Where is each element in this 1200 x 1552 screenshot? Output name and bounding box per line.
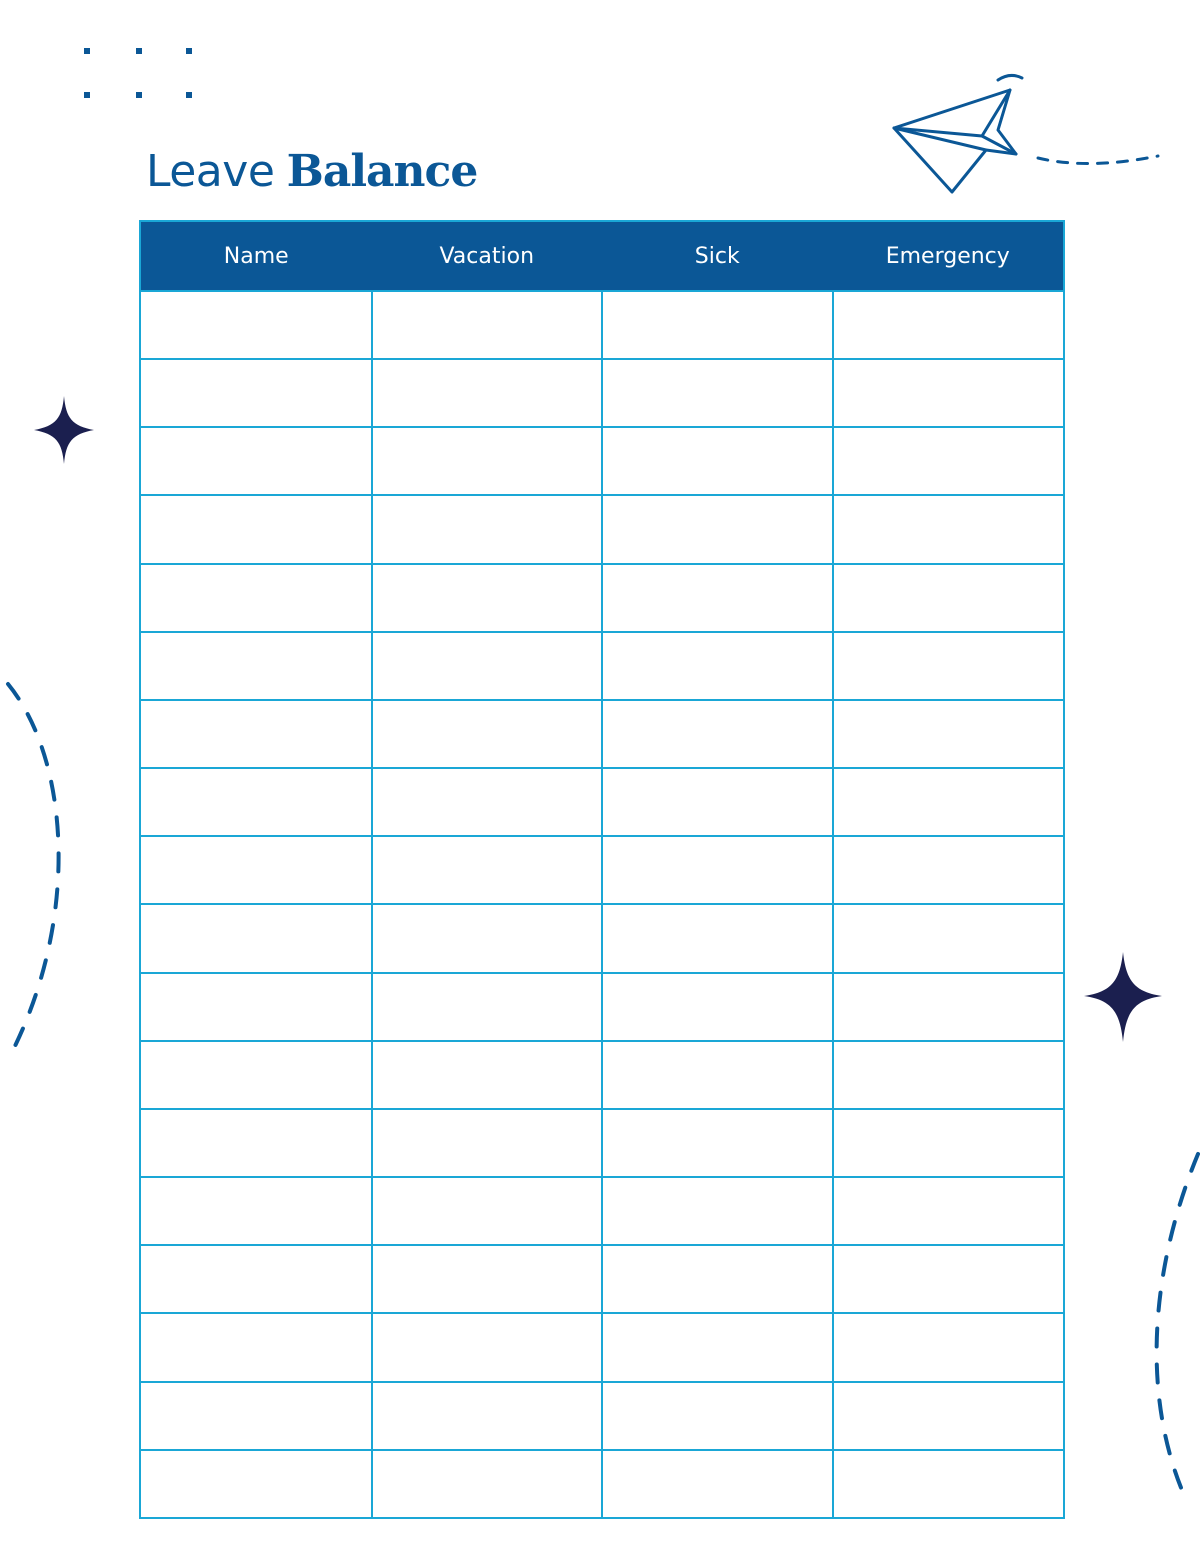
- table-cell-emergency[interactable]: [833, 359, 1064, 427]
- table-cell-vacation[interactable]: [372, 495, 603, 563]
- table-cell-vacation[interactable]: [372, 427, 603, 495]
- table-cell-vacation[interactable]: [372, 1245, 603, 1313]
- table-cell-name[interactable]: [141, 291, 372, 359]
- sparkle-star-icon: [34, 396, 94, 464]
- table-cell-emergency[interactable]: [833, 1313, 1064, 1381]
- table-cell-name[interactable]: [141, 1041, 372, 1109]
- table-cell-sick[interactable]: [602, 1041, 833, 1109]
- table-body: [141, 291, 1063, 1517]
- table-header-row: [141, 222, 1063, 291]
- table-cell-name[interactable]: [141, 973, 372, 1041]
- table-cell-sick[interactable]: [602, 1109, 833, 1177]
- table-cell-name[interactable]: [141, 904, 372, 972]
- table-cell-sick[interactable]: [602, 836, 833, 904]
- table-cell-vacation[interactable]: [372, 1041, 603, 1109]
- table-row: [141, 1382, 1063, 1450]
- table-cell-vacation[interactable]: [372, 291, 603, 359]
- table-cell-vacation[interactable]: [372, 1382, 603, 1450]
- table-cell-name[interactable]: [141, 836, 372, 904]
- table-cell-emergency[interactable]: [833, 700, 1064, 768]
- table-row: [141, 1245, 1063, 1313]
- title-bold-word: Balance: [286, 146, 478, 197]
- table-cell-vacation[interactable]: [372, 768, 603, 836]
- table-cell-name[interactable]: [141, 1382, 372, 1450]
- table-cell-name[interactable]: [141, 359, 372, 427]
- table-cell-name[interactable]: [141, 1450, 372, 1517]
- table-cell-sick[interactable]: [602, 1450, 833, 1517]
- column-header-sick: Sick: [602, 222, 833, 291]
- column-header-vacation: Vacation: [372, 222, 603, 291]
- table-cell-emergency[interactable]: [833, 1177, 1064, 1245]
- table-cell-name[interactable]: [141, 1245, 372, 1313]
- table-row: [141, 1177, 1063, 1245]
- sparkle-star-icon: [1084, 952, 1162, 1042]
- leave-balance-table: [139, 220, 1065, 1519]
- dashed-arc-decoration: [0, 680, 80, 1060]
- table-cell-name[interactable]: [141, 1313, 372, 1381]
- table-row: [141, 700, 1063, 768]
- table-cell-emergency[interactable]: [833, 1245, 1064, 1313]
- table-cell-emergency[interactable]: [833, 291, 1064, 359]
- table-cell-emergency[interactable]: [833, 1450, 1064, 1517]
- dot-grid-decoration: [80, 44, 200, 104]
- table-cell-name[interactable]: [141, 564, 372, 632]
- table-cell-emergency[interactable]: [833, 1382, 1064, 1450]
- table-cell-emergency[interactable]: [833, 768, 1064, 836]
- table-cell-vacation[interactable]: [372, 1313, 603, 1381]
- table-cell-sick[interactable]: [602, 768, 833, 836]
- table-cell-sick[interactable]: [602, 1313, 833, 1381]
- table-cell-sick[interactable]: [602, 427, 833, 495]
- table-cell-emergency[interactable]: [833, 973, 1064, 1041]
- table-cell-sick[interactable]: [602, 564, 833, 632]
- table-row: [141, 427, 1063, 495]
- table-cell-vacation[interactable]: [372, 632, 603, 700]
- table-cell-vacation[interactable]: [372, 1109, 603, 1177]
- table-row: [141, 1450, 1063, 1517]
- dashed-arc-decoration: [1140, 1150, 1200, 1510]
- table-cell-name[interactable]: [141, 632, 372, 700]
- table-cell-sick[interactable]: [602, 1382, 833, 1450]
- table-cell-vacation[interactable]: [372, 836, 603, 904]
- table-cell-name[interactable]: [141, 427, 372, 495]
- table-cell-sick[interactable]: [602, 359, 833, 427]
- table-cell-sick[interactable]: [602, 495, 833, 563]
- paper-plane-icon: [888, 70, 1168, 200]
- table-cell-vacation[interactable]: [372, 1450, 603, 1517]
- table-cell-sick[interactable]: [602, 291, 833, 359]
- table-row: [141, 1313, 1063, 1381]
- page-title: [146, 142, 477, 202]
- table-row: [141, 564, 1063, 632]
- table-cell-vacation[interactable]: [372, 359, 603, 427]
- title-light-word: Leave: [146, 146, 275, 197]
- table-cell-sick[interactable]: [602, 1177, 833, 1245]
- table-row: [141, 904, 1063, 972]
- table-cell-sick[interactable]: [602, 1245, 833, 1313]
- table-cell-emergency[interactable]: [833, 564, 1064, 632]
- column-header-name: Name: [141, 222, 372, 291]
- table-row: [141, 1041, 1063, 1109]
- column-header-emergency: Emergency: [833, 222, 1064, 291]
- table-cell-name[interactable]: [141, 768, 372, 836]
- table-cell-name[interactable]: [141, 495, 372, 563]
- table-row: [141, 1109, 1063, 1177]
- table-cell-name[interactable]: [141, 1109, 372, 1177]
- table-cell-emergency[interactable]: [833, 495, 1064, 563]
- table-cell-emergency[interactable]: [833, 632, 1064, 700]
- table-cell-vacation[interactable]: [372, 904, 603, 972]
- table-cell-sick[interactable]: [602, 700, 833, 768]
- table-cell-name[interactable]: [141, 700, 372, 768]
- table-cell-emergency[interactable]: [833, 836, 1064, 904]
- table-cell-sick[interactable]: [602, 632, 833, 700]
- table-cell-emergency[interactable]: [833, 1109, 1064, 1177]
- table-row: [141, 495, 1063, 563]
- table-cell-emergency[interactable]: [833, 1041, 1064, 1109]
- table-row: [141, 836, 1063, 904]
- table-cell-vacation[interactable]: [372, 564, 603, 632]
- table-cell-name[interactable]: [141, 1177, 372, 1245]
- table-row: [141, 768, 1063, 836]
- table-cell-vacation[interactable]: [372, 973, 603, 1041]
- table-cell-emergency[interactable]: [833, 904, 1064, 972]
- table-cell-vacation[interactable]: [372, 700, 603, 768]
- table-cell-vacation[interactable]: [372, 1177, 603, 1245]
- table-cell-emergency[interactable]: [833, 427, 1064, 495]
- table-row: [141, 359, 1063, 427]
- table-row: [141, 632, 1063, 700]
- table-row: [141, 291, 1063, 359]
- table-cell-sick[interactable]: [602, 904, 833, 972]
- table-row: [141, 973, 1063, 1041]
- table-cell-sick[interactable]: [602, 973, 833, 1041]
